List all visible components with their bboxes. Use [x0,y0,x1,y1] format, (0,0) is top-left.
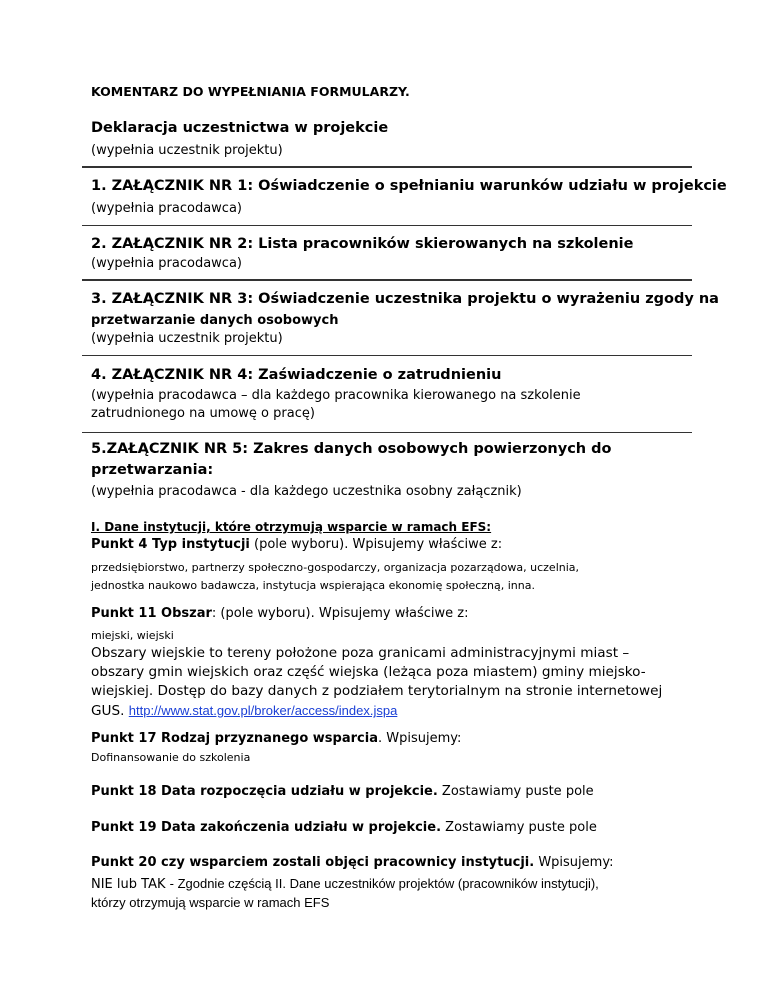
section-subtitle-zalacznik-1: (wypełnia pracodawca) [91,201,242,216]
punkt-20-answer: NIE lub TAK [91,877,170,892]
punkt-17-label: Punkt 17 Rodzaj przyznanego wsparcia [91,731,378,746]
punkt-20-line [91,855,613,870]
punkt-11-desc-line1: Obszary wiejskie to tereny położone poza granicami administracyjnymi miast – [91,645,630,661]
section-title-zalacznik-3: 3. ZAŁĄCZNIK NR 3: Oświadczenie uczestnika projektu o wyrażeniu zgody na [91,291,719,307]
section-subtitle-zalacznik-2: (wypełnia pracodawca) [91,256,242,271]
punkt-20-text: Wpisujemy: [534,855,614,870]
section-divider [82,432,692,433]
punkt-17-line [91,731,461,746]
punkt-19-label: Punkt 19 Data zakończenia udziału w projekcie. [91,820,442,835]
punkt-4-text: (pole wyboru). Wpisujemy właściwe z: [249,537,503,552]
punkt-20-note: - Zgodnie częścią II. Dane uczestników projektów (pracowników instytucji), [169,876,599,891]
section-divider [82,166,692,168]
punkt-11-line [91,606,469,621]
section-subtitle-deklaracja: (wypełnia uczestnik projektu) [91,143,283,158]
punkt-18-line [91,784,594,799]
punkt-11-desc-gus: GUS. [91,703,129,719]
section-divider [82,355,692,356]
section-divider [82,225,692,226]
punkt-4-options-line2: jednostka naukowo badawcza, instytucja wspierająca ekonomię społeczną, inna. [91,579,535,592]
section-title-zalacznik-3-line2: przetwarzanie danych osobowych [91,313,339,328]
part1-heading: I. Dane instytucji, które otrzymują wsparcie w ramach EFS: [91,520,492,534]
punkt-17-value: Dofinansowanie do szkolenia [91,751,251,764]
main-title: KOMENTARZ DO WYPEŁNIANIA FORMULARZY. [91,84,410,99]
punkt-19-text: Zostawiamy puste pole [441,820,597,835]
section-subtitle-zalacznik-4: (wypełnia pracodawca – dla każdego pracownika kierowanego na szkolenie [91,388,581,403]
punkt-11-desc-line4 [91,701,397,722]
punkt-20-label: Punkt 20 czy wsparciem zostali objęci pracownicy instytucji. [91,855,535,870]
punkt-11-options: miejski, wiejski [91,629,174,642]
punkt-4-options-line1: przedsiębiorstwo, partnerzy społeczno-gospodarczy, organizacja pozarządowa, uczelnia, [91,561,580,574]
section-subtitle-zalacznik-3: (wypełnia uczestnik projektu) [91,331,283,346]
punkt-20-line2 [91,876,599,892]
punkt-4-label: Punkt 4 Typ instytucji [91,537,250,552]
punkt-4-line [91,537,502,552]
section-title-zalacznik-2: 2. ZAŁĄCZNIK NR 2: Lista pracowników skierowanych na szkolenie [91,236,634,252]
punkt-19-line [91,820,597,835]
section-title-zalacznik-1: 1. ZAŁĄCZNIK NR 1: Oświadczenie o spełnianiu warunków udziału w projekcie [91,178,727,194]
section-title-zalacznik-5-line2: przetwarzania: [91,462,214,478]
section-subtitle-zalacznik-5: (wypełnia pracodawca - dla każdego uczestnika osobny załącznik) [91,484,522,499]
punkt-18-text: Zostawiamy puste pole [437,784,594,799]
punkt-20-line3: którzy otrzymują wsparcie w ramach EFS [91,895,330,910]
punkt-17-text: . Wpisujemy: [377,731,462,746]
punkt-18-label: Punkt 18 Data rozpoczęcia udziału w projekcie. [91,784,438,799]
gus-link[interactable]: http://www.stat.gov.pl/broker/access/index.jspa [128,703,398,718]
punkt-11-desc-line2: obszary gmin wiejskich oraz część wiejska (leżąca poza miastem) gminy miejsko- [91,664,646,680]
punkt-11-label: Punkt 11 Obszar [91,606,212,621]
section-subtitle-zalacznik-4-line2: zatrudnionego na umowę o pracę) [91,406,315,421]
punkt-11-text: : (pole wyboru). Wpisujemy właściwe z: [211,606,469,621]
section-title-zalacznik-4: 4. ZAŁĄCZNIK NR 4: Zaświadczenie o zatrudnieniu [91,367,502,383]
section-divider [82,279,692,281]
section-title-deklaracja: Deklaracja uczestnictwa w projekcie [91,120,389,136]
section-title-zalacznik-5: 5.ZAŁĄCZNIK NR 5: Zakres danych osobowych powierzonych do [91,441,612,457]
punkt-11-desc-line3: wiejskiej. Dostęp do bazy danych z podziałem terytorialnym na stronie internetowej [91,683,663,699]
